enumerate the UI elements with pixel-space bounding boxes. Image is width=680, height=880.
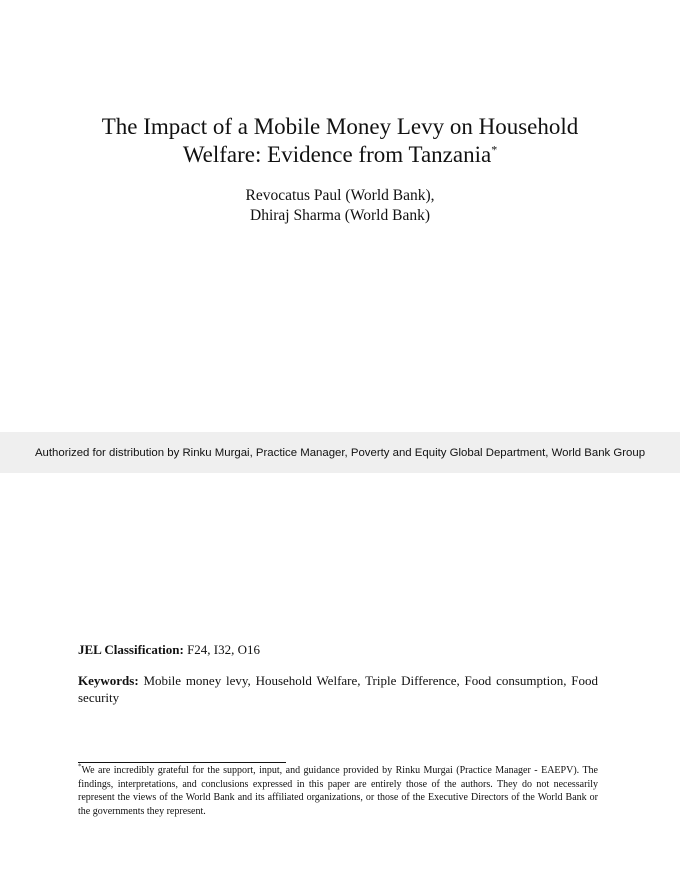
- footnote: [78, 764, 598, 818]
- keywords-value: Mobile money levy, Household Welfare, Triple Difference, Food consumption, Food security: [78, 673, 599, 705]
- author-list: [0, 186, 680, 226]
- paper-title: [0, 113, 680, 169]
- author-2: Dhiraj Sharma (World Bank): [250, 207, 430, 224]
- author-1: Revocatus Paul (World Bank),: [245, 187, 435, 204]
- distribution-banner: [0, 432, 680, 473]
- jel-label: JEL Classification:: [78, 642, 184, 657]
- footnote-text: We are incredibly grateful for the support, input, and guidance provided by Rinku Murgai (Practice Manager - EAEPV). The findings, interpretations, and conclusions expressed in this paper are entirely those of the authors. They do not necessarily represent the views of the World Bank and its affiliated organizations, or those of the Executive Directors of the World Bank or the governments they represent.: [78, 765, 598, 817]
- distribution-banner-text: Authorized for distribution by Rinku Murgai, Practice Manager, Poverty and Equity Global Department, World Bank Group: [34, 446, 646, 459]
- keywords: [78, 673, 598, 706]
- footnote-divider: [78, 762, 286, 763]
- jel-classification: [78, 641, 598, 658]
- keywords-label: Keywords:: [78, 673, 139, 688]
- title-line-1: The Impact of a Mobile Money Levy on Household: [101, 114, 579, 139]
- title-footnote-mark: *: [491, 142, 498, 157]
- title-line-2: Welfare: Evidence from Tanzania: [182, 142, 492, 167]
- footnote-mark: *: [78, 762, 82, 771]
- jel-value: F24, I32, O16: [187, 642, 261, 657]
